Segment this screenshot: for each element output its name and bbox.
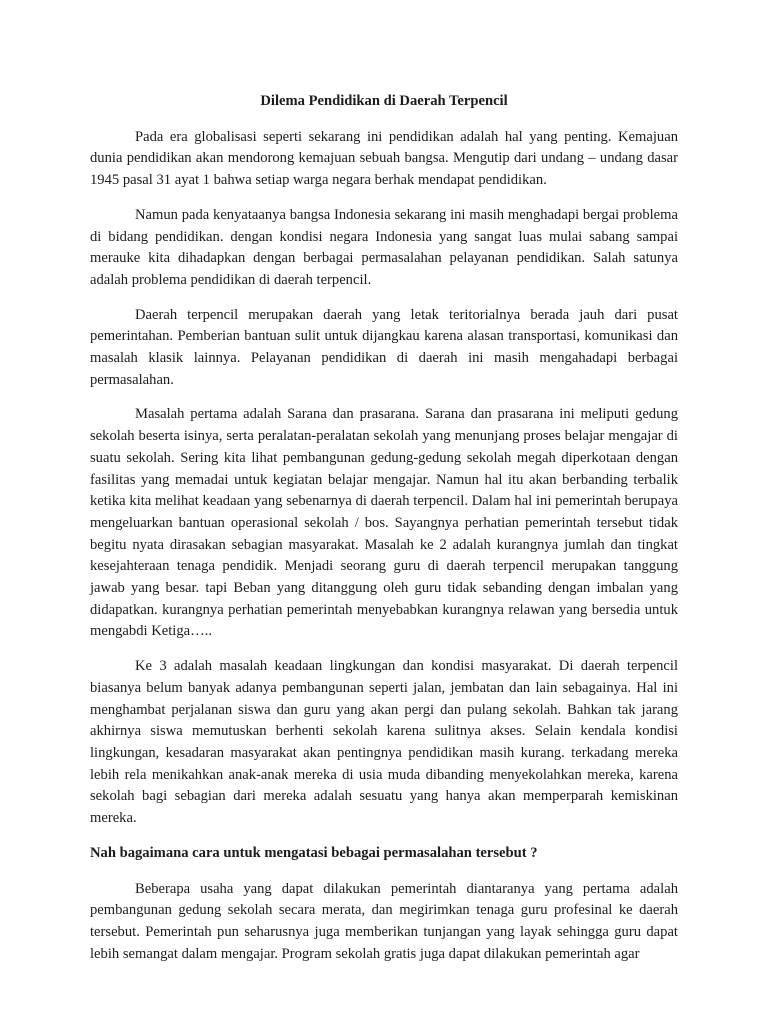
document-body (90, 91, 678, 978)
paragraph-solutions: Beberapa usaha yang dapat dilakukan pemerintah diantaranya yang pertama adalah pembangunan gedung sekolah secara merata, dan megirimkan tenaga guru profesinal ke daerah tersebut. Pemerintah pun seharusnya juga memberikan tunjangan yang layak sehingga guru dapat lebih semangat dalam mengajar. Program sekolah gratis juga dapat dilakukan pemerintah agar (90, 880, 678, 962)
paragraph-remote-areas: Daerah terpencil merupakan daerah yang letak teritorialnya berada jauh dari pusat pemerintahan. Pemberian bantuan sulit untuk dijangkau karena alasan transportasi, komunikasi dan masalah klasik lainnya. Pelayanan pendidikan di daerah ini masih mengahadapi berbagai permasalahan. (90, 306, 678, 388)
paragraph-problems: Namun pada kenyataanya bangsa Indonesia sekarang ini masih menghadapi bergai problema di bidang pendidikan. dengan kondisi negara Indonesia yang sangat luas mulai sabang sampai merauke kita dihadapkan dengan berbagai permasalahan pelayanan pendidikan. Salah satunya adalah problema pendidikan di daerah terpencil. (90, 206, 678, 288)
section-question: Nah bagaimana cara untuk mengatasi bebagai permasalahan tersebut ? (90, 844, 538, 861)
paragraph-intro: Pada era globalisasi seperti sekarang ini pendidikan adalah hal yang penting. Kemajuan dunia pendidikan akan mendorong kemajuan sebuah bangsa. Mengutip dari undang – undang dasar 1945 pasal 31 ayat 1 bahwa setiap warga negara berhak mendapat pendidikan. (90, 128, 678, 189)
paragraph-environment: Ke 3 adalah masalah keadaan lingkungan dan kondisi masyarakat. Di daerah terpencil biasanya belum banyak adanya pembangunan seperti jalan, jembatan dan lain sebagainya. Hal ini menghambat perjalanan siswa dan guru yang akan pergi dan pulang sekolah. Bahkan tak jarang akhirnya siswa memutuskan berhenti sekolah karena sulitnya akses. Selain kendala kondisi lingkungan, kesadaran masyarakat akan pentingnya pendidikan masih kurang. terkadang mereka lebih rela menikahkan anak-anak mereka di usia muda dibanding menyekolahkan mereka, karena sekolah bagi sebagian dari mereka adalah sesuatu yang hanya akan memperparah kemiskinan mereka. (90, 658, 678, 827)
paragraph-facilities: Masalah pertama adalah Sarana dan prasarana. Sarana dan prasarana ini meliputi gedung sekolah beserta isinya, serta peralatan-peralatan sekolah yang menunjang proses belajar mengajar di suatu sekolah. Sering kita lihat pembangunan gedung-gedung sekolah megah diperkotaan dengan fasilitas yang memadai untuk kegiatan belajar mengajar. Namun hal itu akan berbanding terbalik ketika kita melihat keadaan yang sebenarnya di daerah terpencil. Dalam hal ini pemerintah berupaya mengeluarkan bantuan operasional sekolah / bos. Sayangnya perhatian pemerintah tersebut tidak begitu nyata dirasakan sebagian masyarakat. Masalah ke 2 adalah kurangnya jumlah dan tingkat kesejahteraan tenaga pendidik. Menjadi seorang guru di daerah terpencil merupakan tanggung jawab yang besar. tapi Beban yang ditanggung oleh guru tidak sebanding dengan imbalan yang didapatkan. kurangnya perhatian pemerintah menyebabkan kurangnya relawan yang bersedia untuk mengabdi Ketiga….. (90, 406, 678, 640)
document-title: Dilema Pendidikan di Daerah Terpencil (260, 93, 508, 109)
